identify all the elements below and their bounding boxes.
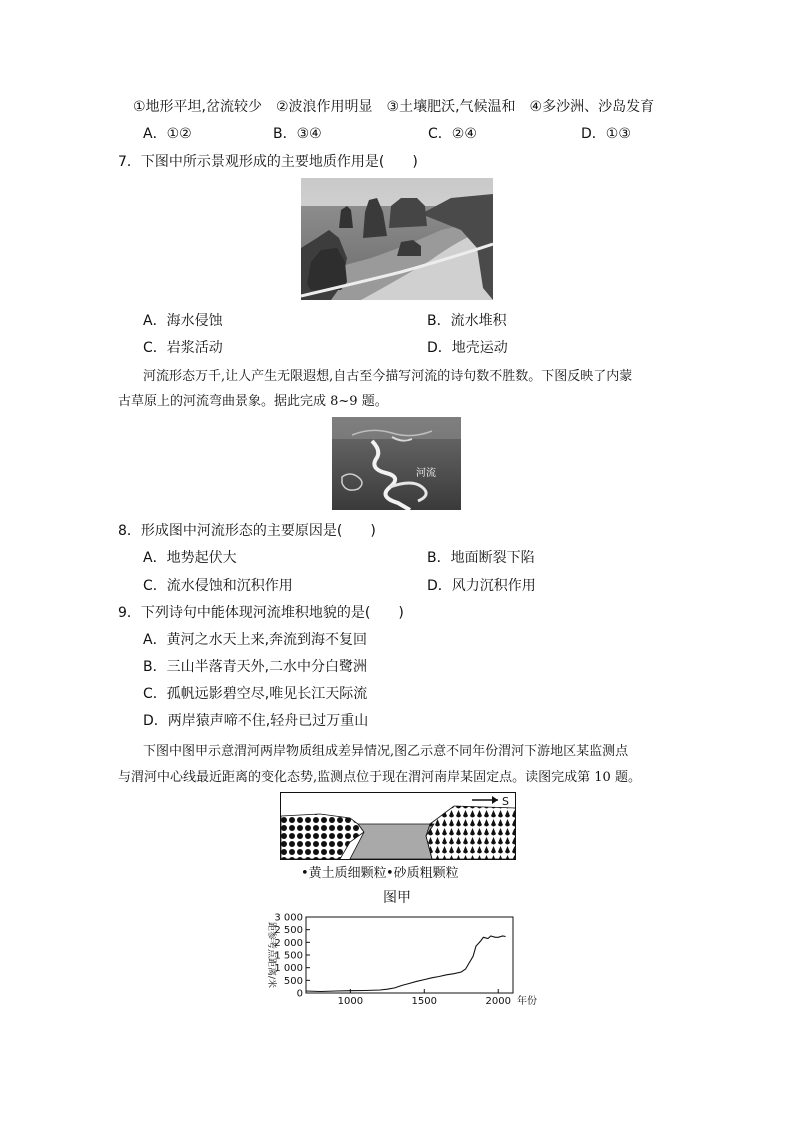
q8-option-b[interactable]: B．地面断裂下陷 bbox=[427, 550, 535, 566]
q9-option-d[interactable]: D．两岸猿声啼不住,轻舟已过万重山 bbox=[143, 713, 369, 729]
y-tick-label: 2 000 bbox=[274, 937, 303, 949]
x-tick-label: 1000 bbox=[337, 996, 364, 1007]
x-tick-label: 1500 bbox=[411, 996, 438, 1007]
q6-option-a[interactable]: A．①② bbox=[143, 126, 192, 142]
q6-option-b[interactable]: B．③④ bbox=[273, 126, 322, 142]
q9-option-b[interactable]: B．三山半落青天外,二水中分白鹭洲 bbox=[143, 659, 368, 675]
y-axis-label: 距参考点距离/米 bbox=[266, 921, 276, 989]
q7-option-b[interactable]: B．流水堆积 bbox=[427, 313, 507, 329]
x-axis-label: 年份 bbox=[517, 996, 537, 1007]
q8-option-c[interactable]: C．流水侵蚀和沉积作用 bbox=[143, 578, 293, 594]
legend-sand-coarse: •砂质粗颗粒 bbox=[386, 866, 459, 881]
distance-series-line bbox=[306, 936, 506, 992]
q6-option-c[interactable]: C．②④ bbox=[428, 126, 477, 142]
q8-option-a[interactable]: A．地势起伏大 bbox=[143, 550, 237, 566]
passage-weihe-line2: 与渭河中心线最近距离的变化态势,监测点位于现在渭河南岸某固定点。读图完成第 10 题。 bbox=[118, 770, 641, 785]
figure-jia-caption: 图甲 bbox=[383, 890, 411, 906]
q7-option-c[interactable]: C．岩浆活动 bbox=[143, 340, 223, 356]
y-tick-label: 0 bbox=[296, 988, 303, 1000]
distance-line-chart bbox=[260, 908, 550, 1008]
y-tick-label: 3 000 bbox=[274, 912, 303, 924]
figure-jia-cross-section bbox=[280, 792, 516, 860]
q7-option-a[interactable]: A．海水侵蚀 bbox=[143, 313, 223, 329]
q8-stem: 8．形成图中河流形态的主要原因是( ) bbox=[118, 523, 376, 539]
direction-label-s: S bbox=[502, 795, 509, 808]
q9-stem: 9．下列诗句中能体现河流堆积地貌的是( ) bbox=[118, 605, 404, 621]
y-tick-label: 1 500 bbox=[274, 950, 303, 962]
q7-stem: 7．下图中所示景观形成的主要地质作用是( ) bbox=[118, 154, 418, 170]
q6-option-d[interactable]: D．①③ bbox=[581, 126, 631, 142]
passage-river-line1: 河流形态万千,让人产生无限遐想,自古至今描写河流的诗句数不胜数。下图反映了内蒙 bbox=[143, 369, 633, 384]
y-tick-label: 2 500 bbox=[274, 925, 303, 937]
q7-option-d[interactable]: D．地壳运动 bbox=[427, 340, 508, 356]
q8-option-d[interactable]: D．风力沉积作用 bbox=[427, 578, 536, 594]
passage-river-line2: 古草原上的河流弯曲景象。据此完成 8~9 题。 bbox=[118, 394, 388, 409]
passage-weihe-line1: 下图中图甲示意渭河两岸物质组成差异情况,图乙示意不同年份渭河下游地区某监测点 bbox=[143, 744, 629, 759]
plot-frame bbox=[306, 917, 513, 993]
x-tick-label: 2000 bbox=[485, 996, 511, 1007]
sea-stacks-photo bbox=[301, 178, 493, 300]
y-tick-label: 1 000 bbox=[274, 963, 303, 975]
q9-option-c[interactable]: C．孤帆远影碧空尽,唯见长江天际流 bbox=[143, 686, 368, 702]
legend-loess-fine: •黄土质细颗粒 bbox=[301, 866, 387, 881]
q9-option-a[interactable]: A．黄河之水天上来,奔流到海不复回 bbox=[143, 632, 368, 648]
q6-statements: ①地形平坦,岔流较少 ②波浪作用明显 ③土壤肥沃,气候温和 ④多沙洲、沙岛发育 bbox=[133, 99, 655, 115]
y-tick-label: 500 bbox=[283, 975, 303, 987]
meandering-river-photo bbox=[332, 417, 461, 510]
river-photo-label: 河流 bbox=[416, 468, 436, 479]
